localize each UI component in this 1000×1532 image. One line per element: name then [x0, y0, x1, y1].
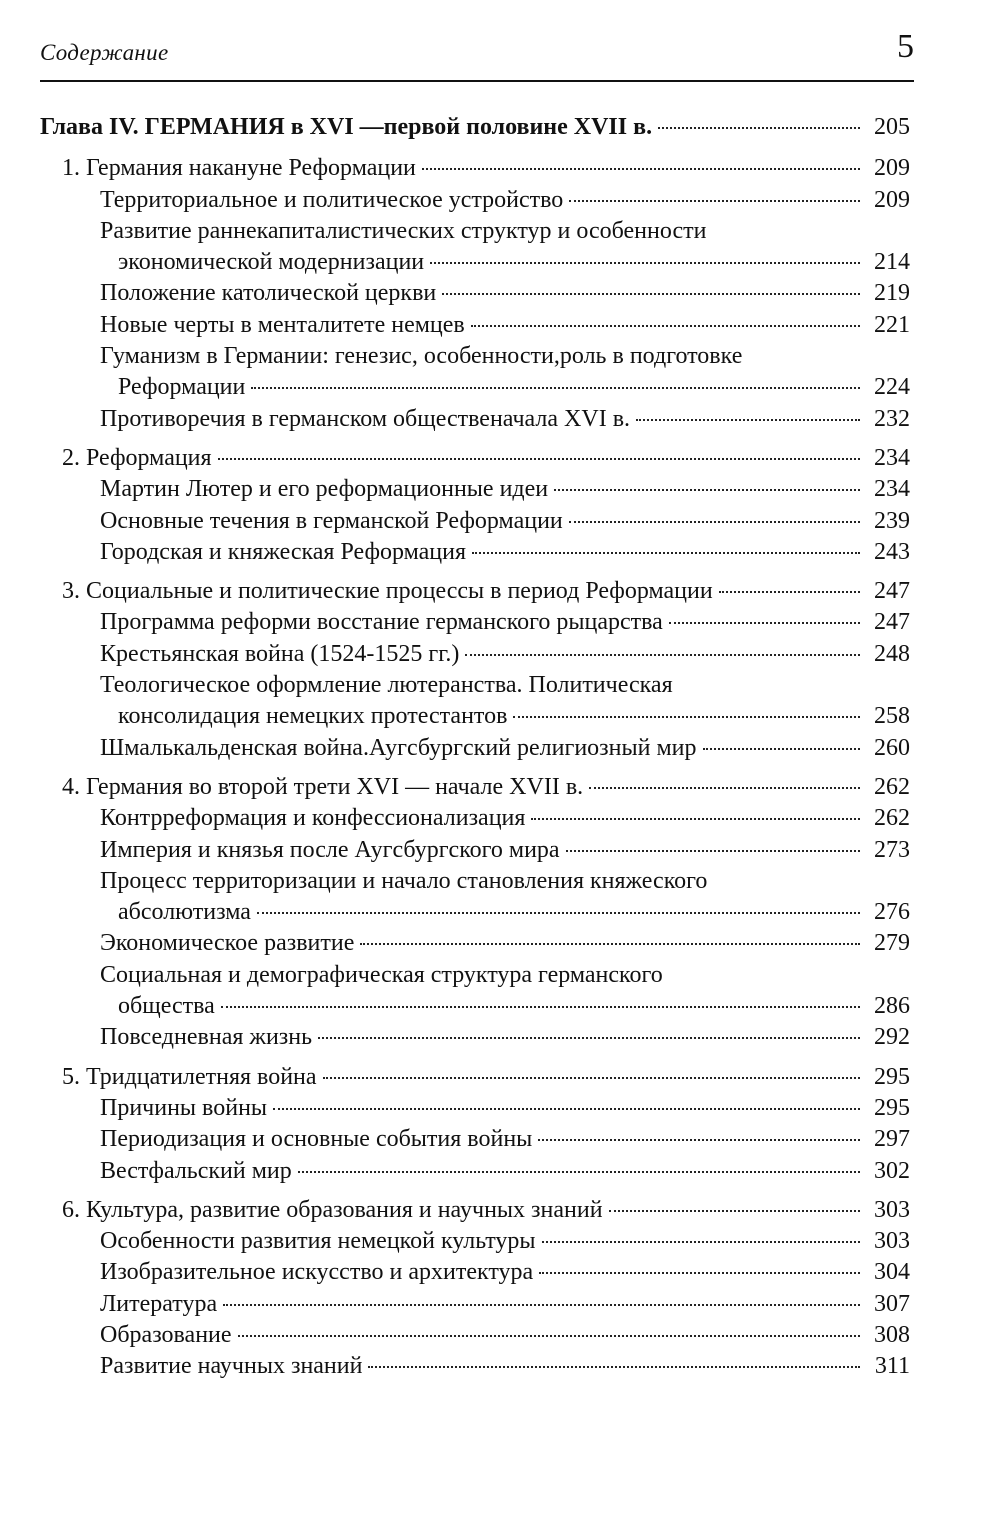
- toc-section[interactable]: [40, 576, 910, 607]
- toc-item[interactable]: [40, 372, 910, 403]
- toc-page: 302: [874, 1157, 910, 1184]
- toc-page: 209: [874, 186, 910, 213]
- leader-dots: [251, 387, 860, 389]
- toc-label: 4. Германия во второй трети XVI — начале XVII в.: [62, 773, 584, 800]
- toc-label: Экономическое развитие: [100, 930, 355, 957]
- toc-label: Новые черты в менталитете немцев: [100, 311, 465, 338]
- leader-dots: [368, 1366, 860, 1368]
- leader-dots: [513, 716, 860, 718]
- toc-page: 239: [874, 507, 910, 534]
- leader-dots: [223, 1304, 860, 1306]
- toc-section[interactable]: [40, 772, 910, 803]
- leader-dots: [719, 591, 860, 593]
- toc-page: 303: [874, 1196, 910, 1223]
- leader-dots: [569, 200, 860, 202]
- toc-page: 311: [874, 1353, 910, 1380]
- toc-item[interactable]: [40, 1226, 910, 1257]
- toc-item[interactable]: [40, 639, 910, 670]
- toc-item[interactable]: [40, 404, 910, 435]
- leader-dots: [323, 1077, 860, 1079]
- toc-item[interactable]: [40, 701, 910, 732]
- toc-item[interactable]: [40, 897, 910, 928]
- toc-label: 2. Реформация: [62, 444, 212, 471]
- toc-section[interactable]: [40, 443, 910, 474]
- toc-item[interactable]: [40, 474, 910, 505]
- toc-item-first-line[interactable]: Теологическое оформление лютеранства. Политическая: [100, 672, 673, 699]
- leader-dots: [554, 489, 860, 491]
- toc-label: Глава IV. ГЕРМАНИЯ в XVI —первой половине XVII в.: [40, 114, 653, 140]
- toc-page: 262: [874, 773, 910, 800]
- header-rule: [40, 80, 914, 82]
- toc-label: 3. Социальные и политические процессы в период Реформации: [62, 578, 713, 605]
- toc-page: 209: [874, 155, 910, 182]
- leader-dots: [442, 293, 860, 295]
- toc-page: 219: [874, 280, 910, 307]
- toc-label: Причины войны: [100, 1094, 268, 1121]
- leader-dots: [318, 1037, 860, 1039]
- leader-dots: [569, 521, 860, 523]
- leader-dots: [531, 818, 860, 820]
- toc-page: 260: [874, 734, 910, 761]
- leader-dots: [221, 1006, 860, 1008]
- leader-dots: [430, 262, 860, 264]
- toc-page: 273: [874, 836, 910, 863]
- toc-page: 234: [874, 476, 910, 503]
- leader-dots: [238, 1335, 860, 1337]
- toc-label: Шмалькальденская война.Аугсбургский религиозный мир: [100, 734, 697, 761]
- leader-dots: [589, 787, 860, 789]
- toc-label: Особенности развития немецкой культуры: [100, 1228, 536, 1255]
- toc-page: 303: [874, 1228, 910, 1255]
- leader-dots: [658, 127, 860, 129]
- toc-label: Контрреформация и конфессионализация: [100, 805, 526, 832]
- toc-item[interactable]: [40, 310, 910, 341]
- toc-item[interactable]: [40, 537, 910, 568]
- toc-chapter[interactable]: [40, 112, 910, 143]
- leader-dots: [218, 458, 860, 460]
- toc-item[interactable]: [40, 733, 910, 764]
- leader-dots: [636, 419, 860, 421]
- toc-item[interactable]: [40, 247, 910, 278]
- toc-label: Территориальное и политическое устройство: [100, 186, 564, 213]
- toc-item[interactable]: [40, 1289, 910, 1320]
- toc-page: 297: [874, 1126, 910, 1153]
- toc-page: 243: [874, 538, 910, 565]
- toc-item[interactable]: [40, 185, 910, 216]
- toc-page: 247: [874, 578, 910, 605]
- toc-item[interactable]: [40, 607, 910, 638]
- toc-page: 307: [874, 1290, 910, 1317]
- toc-page: 232: [874, 405, 910, 432]
- toc-label: экономической модернизации: [118, 249, 425, 276]
- toc-item[interactable]: [40, 278, 910, 309]
- toc-section[interactable]: [40, 1195, 910, 1226]
- toc-section[interactable]: [40, 153, 910, 184]
- leader-dots: [542, 1241, 860, 1243]
- toc-page: 214: [874, 249, 910, 276]
- toc-label: абсолютизма: [118, 899, 251, 926]
- toc-item[interactable]: [40, 1320, 910, 1351]
- toc-label: Развитие научных знаний: [100, 1353, 363, 1380]
- toc-label: Мартин Лютер и его реформационные идеи: [100, 476, 549, 503]
- leader-dots: [465, 654, 860, 656]
- toc-page: 205: [874, 114, 910, 140]
- toc-item[interactable]: [40, 835, 910, 866]
- table-of-contents: [40, 112, 910, 1383]
- toc-label: консолидация немецких протестантов: [118, 703, 508, 730]
- leader-dots: [609, 1210, 860, 1212]
- toc-item-first-line[interactable]: Развитие раннекапиталистических структур и особенности: [100, 217, 707, 244]
- toc-item[interactable]: [40, 803, 910, 834]
- toc-item[interactable]: [40, 506, 910, 537]
- toc-page: 279: [874, 930, 910, 957]
- leader-dots: [566, 850, 860, 852]
- toc-label: Вестфальский мир: [100, 1157, 292, 1184]
- toc-label: Образование: [100, 1321, 232, 1348]
- toc-label: Реформации: [118, 374, 246, 401]
- toc-item[interactable]: [40, 1351, 910, 1382]
- toc-page: 247: [874, 609, 910, 636]
- toc-page: 276: [874, 899, 910, 926]
- toc-page: 304: [874, 1259, 910, 1286]
- leader-dots: [360, 943, 860, 945]
- leader-dots: [273, 1108, 860, 1110]
- toc-label: 1. Германия накануне Реформации: [62, 155, 416, 182]
- toc-section[interactable]: [40, 1062, 910, 1093]
- toc-label: Литература: [100, 1290, 218, 1317]
- page-number: 5: [897, 28, 914, 65]
- toc-label: Крестьянская война (1524-1525 гг.): [100, 640, 460, 667]
- toc-page: 292: [874, 1024, 910, 1051]
- toc-label: Противоречия в германском общественачала XVI в.: [100, 405, 631, 432]
- toc-item[interactable]: [40, 1022, 910, 1053]
- toc-label: Основные течения в германской Реформации: [100, 507, 563, 534]
- toc-label: Положение католической церкви: [100, 280, 437, 307]
- toc-page: 224: [874, 374, 910, 401]
- toc-page: 295: [874, 1063, 910, 1090]
- running-header-title: Содержание: [40, 40, 169, 65]
- toc-item[interactable]: [40, 1124, 910, 1155]
- toc-item-first-line[interactable]: Социальная и демографическая структура германского: [100, 961, 663, 988]
- toc-label: Периодизация и основные события войны: [100, 1126, 533, 1153]
- leader-dots: [257, 912, 860, 914]
- leader-dots: [538, 1139, 860, 1141]
- toc-page: 286: [874, 993, 910, 1020]
- toc-label: 5. Тридцатилетняя война: [62, 1063, 317, 1090]
- toc-page: 262: [874, 805, 910, 832]
- toc-item[interactable]: [40, 991, 910, 1022]
- toc-page: 295: [874, 1094, 910, 1121]
- toc-label: Программа реформи восстание германского рыцарства: [100, 609, 663, 636]
- toc-page: 221: [874, 311, 910, 338]
- leader-dots: [669, 622, 860, 624]
- toc-label: Городская и княжеская Реформация: [100, 538, 467, 565]
- toc-item[interactable]: [40, 1156, 910, 1187]
- leader-dots: [472, 552, 860, 554]
- toc-page: 248: [874, 640, 910, 667]
- leader-dots: [471, 325, 860, 327]
- toc-label: общества: [118, 993, 215, 1020]
- toc-item[interactable]: [40, 928, 910, 959]
- running-header: [40, 28, 914, 78]
- toc-item[interactable]: [40, 1093, 910, 1124]
- toc-label: Изобразительное искусство и архитектура: [100, 1259, 534, 1286]
- toc-item-first-line[interactable]: Гуманизм в Германии: генезис, особенности,роль в подготовке: [100, 343, 743, 370]
- toc-label: 6. Культура, развитие образования и научных знаний: [62, 1196, 603, 1223]
- leader-dots: [422, 168, 860, 170]
- leader-dots: [539, 1272, 860, 1274]
- toc-item[interactable]: [40, 1257, 910, 1288]
- toc-page: 308: [874, 1321, 910, 1348]
- toc-label: Повседневная жизнь: [100, 1024, 313, 1051]
- toc-page: 234: [874, 444, 910, 471]
- leader-dots: [298, 1171, 860, 1173]
- toc-item-first-line[interactable]: Процесс территоризации и начало становления княжеского: [100, 867, 708, 894]
- toc-page: 258: [874, 703, 910, 730]
- leader-dots: [703, 748, 860, 750]
- toc-label: Империя и князья после Аугсбургского мира: [100, 836, 560, 863]
